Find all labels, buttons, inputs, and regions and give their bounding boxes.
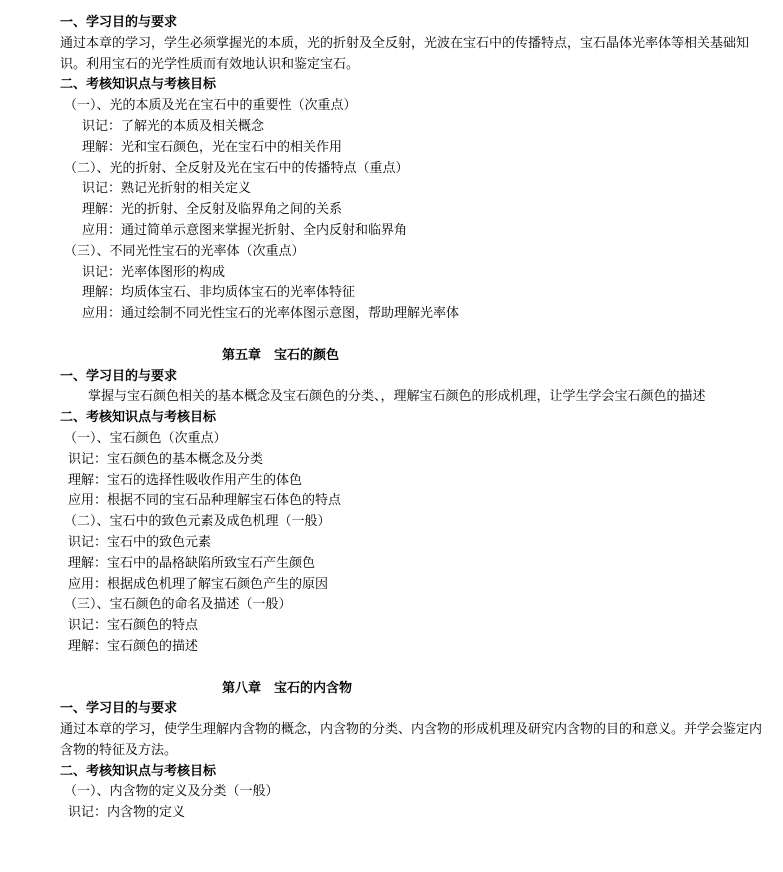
list-item: 理解：均质体宝石、非均质体宝石的光率体特征 [82,285,356,301]
section-heading-assessment: 二、考核知识点与考核目标 [60,410,217,426]
intro-paragraph: 通过本章的学习，使学生理解内含物的概念，内含物的分类、内含物的形成机理及研究内含物的目的和意义。并学会鉴定内含物的特征及方法。 [60,722,763,758]
list-item: 识记：了解光的本质及相关概念 [82,118,265,134]
section-heading-assessment: 二、考核知识点与考核目标 [60,763,217,779]
list-item: 识记：宝石颜色的基本概念及分类 [68,451,264,467]
list-item: 应用：通过简单示意图来掌握光折射、全内反射和临界角 [82,222,408,238]
intro-paragraph: 通过本章的学习，学生必须掌握光的本质，光的折射及全反射，光波在宝石中的传播特点，宝石晶体光率体等相关基础知识。利用宝石的光学性质而有效地认识和鉴定宝石。 [60,35,750,72]
list-item: 识记：光率体图形的构成 [82,264,226,280]
subsection-title: （三）、不同光性宝石的光率体（次重点） [64,243,305,259]
list-item: 识记：内含物的定义 [68,805,186,821]
subsection-title: （一）、光的本质及光在宝石中的重要性（次重点） [64,98,357,114]
subsection-title: （一）、宝石颜色（次重点） [64,430,227,446]
list-item: 识记：熟记光折射的相关定义 [82,181,252,197]
list-item: 识记：宝石颜色的特点 [68,618,199,634]
list-item: 应用：通过绘制不同光性宝石的光率体图示意图，帮助理解光率体 [82,306,460,322]
subsection-title: （二）、宝石中的致色元素及成色机理（一般） [64,514,331,530]
section-heading-objectives: 一、学习目的与要求 [60,15,178,30]
section-heading-objectives: 一、学习目的与要求 [60,368,178,384]
chapter-title: 第五章 宝石的颜色 [222,347,340,363]
section-heading-assessment: 二、考核知识点与考核目标 [60,77,217,93]
list-item: 应用：根据成色机理了解宝石颜色产生的原因 [68,576,329,592]
list-item: 识记：宝石中的致色元素 [68,534,212,550]
list-item: 理解：光的折射、全反射及临界角之间的关系 [82,202,343,218]
section-heading-objectives: 一、学习目的与要求 [60,701,178,717]
subsection-title: （三）、宝石颜色的命名及描述（一般） [64,597,292,613]
spacer [60,325,772,346]
subsection-title: （二）、光的折射、全反射及光在宝石中的传播特点（重点） [64,160,409,176]
spacer [60,658,772,679]
list-item: 应用：根据不同的宝石品种理解宝石体色的特点 [68,493,342,509]
chapter-title: 第八章 宝石的内含物 [222,680,353,696]
intro-paragraph: 掌握与宝石颜色相关的基本概念及宝石颜色的分类、，理解宝石颜色的形成机理，让学生学会宝石颜色的描述 [88,389,706,405]
document-page [60,13,772,824]
list-item: 理解：宝石中的晶格缺陷所致宝石产生颜色 [68,555,316,571]
subsection-title: （一）、内含物的定义及分类（一般） [64,784,279,800]
list-item: 理解：宝石颜色的描述 [68,638,199,654]
list-item: 理解：光和宝石颜色，光在宝石中的相关作用 [82,139,343,155]
list-item: 理解：宝石的选择性吸收作用产生的体色 [68,472,303,488]
